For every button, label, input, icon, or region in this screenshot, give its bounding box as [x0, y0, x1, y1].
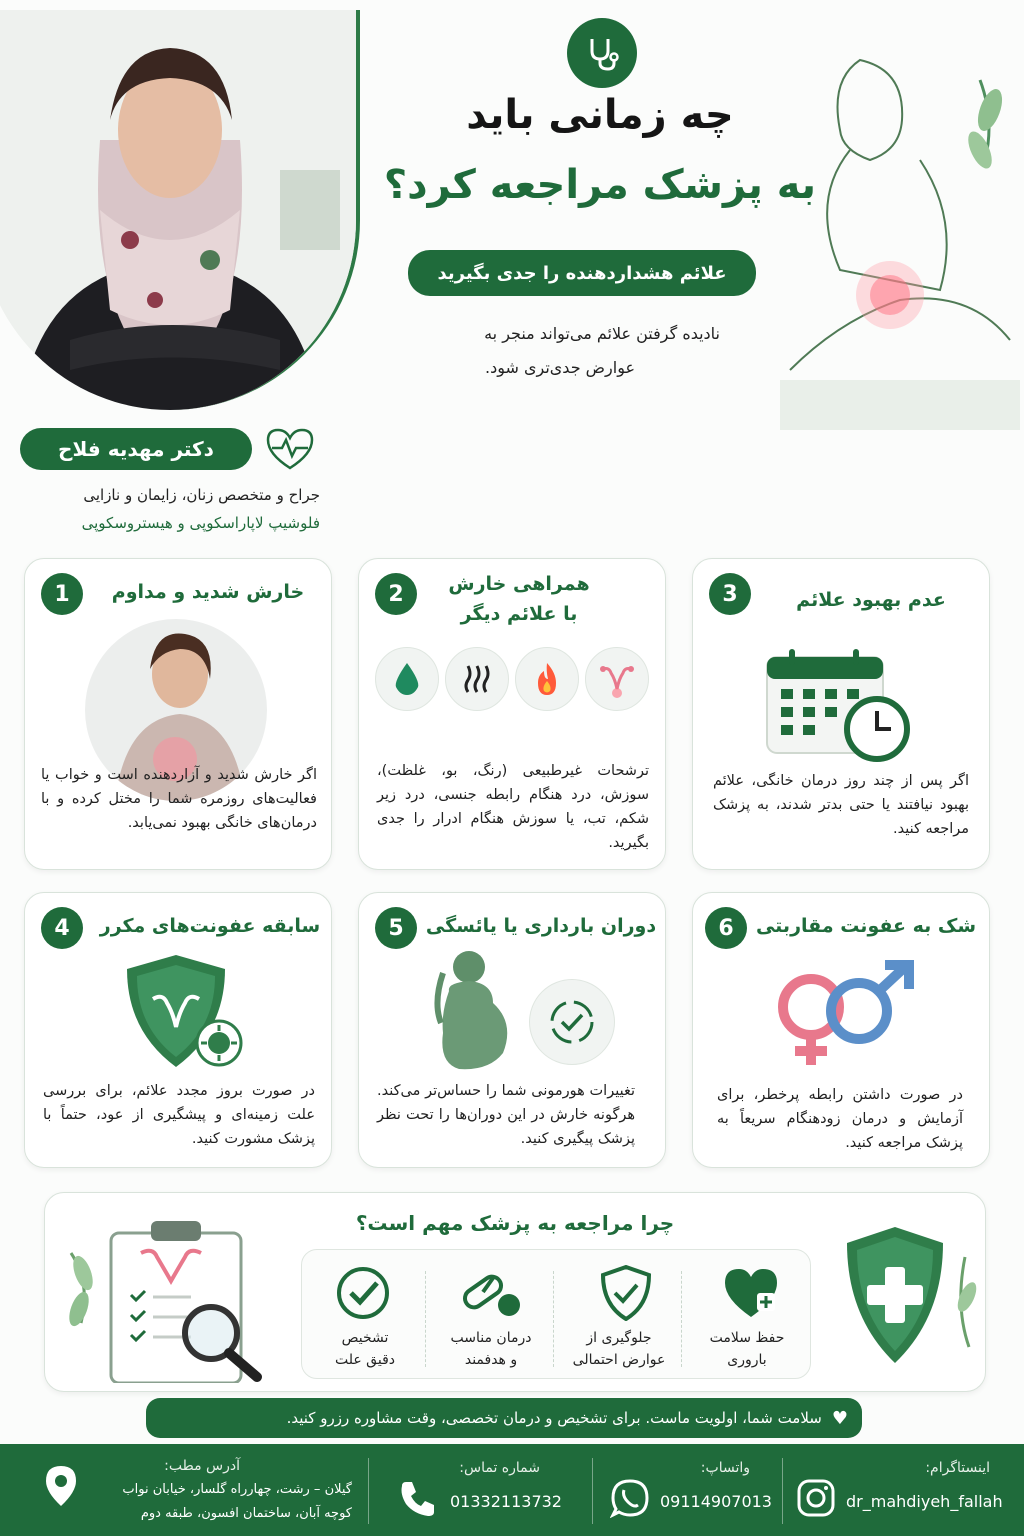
pill-icon	[459, 1265, 523, 1321]
fertility-heart-icon	[721, 1265, 781, 1321]
why-item-fertility: حفظ سلامت باروری	[709, 1330, 785, 1368]
doctor-title-line1: جراح و متخصص زنان، زایمان و نازایی	[83, 486, 320, 504]
gender-symbols-icon	[763, 959, 923, 1069]
whatsapp-number[interactable]: 09114907013	[660, 1492, 772, 1511]
card-number: 5	[375, 907, 417, 949]
address-line2: کوچه آبان، ساختمان افسون، طبقه دوم	[140, 1506, 352, 1521]
pregnant-woman-icon	[419, 943, 523, 1073]
medical-shield-icon	[835, 1217, 981, 1377]
card-title-line1: همراهی خارش	[448, 573, 590, 595]
phone-icon	[398, 1478, 438, 1518]
card-number: 3	[709, 573, 751, 615]
heartbeat-icon	[262, 426, 318, 472]
phone-number[interactable]: 01332113732	[450, 1492, 562, 1511]
card-number: 4	[41, 907, 83, 949]
why-important-panel	[44, 1192, 986, 1392]
calendar-clock-icon	[763, 645, 913, 765]
intro-line2: عوارض جدی‌تری شود.	[485, 358, 635, 377]
doctor-title-line2: فلوشیپ لاپاراسکوپی و هیستروسکوپی	[81, 514, 320, 532]
card-number: 6	[705, 907, 747, 949]
phone-label: شماره تماس:	[459, 1460, 540, 1476]
card-body: تغییرات هورمونی شما را حساس‌تر می‌کند. هرگونه خارش در این دوران‌ها را تحت نظر پزشک پیگیری کنید.	[377, 1083, 635, 1147]
address-label: آدرس مطب:	[164, 1458, 240, 1474]
warning-signs-pill: علائم هشداردهنده را جدی بگیرید	[408, 250, 756, 296]
heart-icon: ♥	[831, 1407, 848, 1429]
card-body: ترشحات غیرطبیعی (رنگ، بو، غلظت)، سوزش، درد هنگام رابطه جنسی، درد زیر شکم، تب، یا سوزش هنگام ادرار را جدی بگیرید.	[377, 763, 649, 851]
cta-text: سلامت شما، اولویت ماست. برای تشخیص و درمان تخصصی، وقت مشاوره رزرو کنید.	[286, 1409, 822, 1427]
hormone-cycle-icon	[529, 979, 615, 1065]
page-title-line1: چه زمانی باید	[466, 92, 734, 138]
card-title-line2: با علائم دیگر	[460, 603, 578, 625]
card-title: عدم بهبود علائم	[796, 589, 946, 611]
instagram-icon	[796, 1478, 836, 1518]
address-line1: گیلان – رشت، چهارراه گلسار، خیابان نواب	[122, 1482, 352, 1497]
card-title: شک به عفونت مقاربتی	[755, 915, 977, 937]
whatsapp-label: واتساپ:	[700, 1460, 750, 1476]
card-number: 2	[375, 573, 417, 615]
book-consultation-banner[interactable]	[146, 1398, 862, 1438]
uterus-pain-icon	[585, 647, 649, 711]
stethoscope-icon	[567, 18, 637, 88]
heat-waves-icon	[445, 647, 509, 711]
card-body: اگر خارش شدید و آزاردهنده است و خواب یا فعالیت‌های روزمره شما را مختل کرده و با درمان‌های خانگی بهبود نمی‌یابد.	[41, 767, 317, 831]
intro-line1: نادیده گرفتن علائم می‌تواند منجر به	[484, 324, 720, 343]
card-recurrent-infections	[24, 892, 332, 1168]
whatsapp-icon	[610, 1478, 650, 1518]
clipboard-magnifier-icon	[61, 1213, 281, 1383]
why-item-prevent-complications: جلوگیری از عوارض احتمالی	[572, 1330, 666, 1368]
shield-uterus-icon	[121, 951, 251, 1073]
footer-contact-bar	[0, 1444, 1024, 1536]
card-no-improvement	[692, 558, 990, 870]
page-title-line2: به پزشک مراجعه کرد؟	[383, 162, 817, 208]
why-title: چرا مراجعه به پزشک مهم است؟	[355, 1211, 675, 1235]
card-itching-with-symptoms	[358, 558, 666, 870]
card-severe-itching	[24, 558, 332, 870]
discharge-drop-icon	[375, 647, 439, 711]
fire-icon	[515, 647, 579, 711]
instagram-label: اینستاگرام:	[925, 1460, 990, 1476]
doctor-photo	[0, 10, 360, 410]
card-title: دوران بارداری یا یائسگی	[425, 915, 657, 937]
why-item-targeted-treatment: درمان مناسب و هدفمند	[450, 1330, 532, 1368]
card-number: 1	[41, 573, 83, 615]
card-body: در صورت داشتن رابطه پرخطر، برای آزمایش و درمان زودهنگام سریعاً به پزشک مراجعه کنید.	[717, 1087, 963, 1151]
card-body: اگر پس از چند روز درمان خانگی، علائم بهبود نیافتند یا حتی بدتر شدند، به پزشک مراجعه کنید.	[713, 773, 969, 837]
card-body: در صورت بروز مجدد علائم، برای بررسی علت زمینه‌ای و پیشگیری از عود، حتماً با پزشک مشورت کنید.	[43, 1083, 315, 1147]
location-pin-icon	[44, 1464, 78, 1508]
card-title: سابقه عفونت‌های مکرر	[99, 915, 321, 937]
card-sti-suspicion	[692, 892, 990, 1168]
shield-check-icon	[599, 1265, 653, 1321]
check-circle-icon	[335, 1265, 391, 1321]
doctor-name: دکتر مهدیه فلاح	[20, 428, 252, 470]
instagram-handle[interactable]: dr_mahdiyeh_fallah	[846, 1492, 1003, 1511]
why-item-accurate-diagnosis: تشخیص دقیق علت	[334, 1330, 395, 1368]
card-pregnancy-menopause	[358, 892, 666, 1168]
card-title: خارش شدید و مداوم	[111, 581, 305, 603]
